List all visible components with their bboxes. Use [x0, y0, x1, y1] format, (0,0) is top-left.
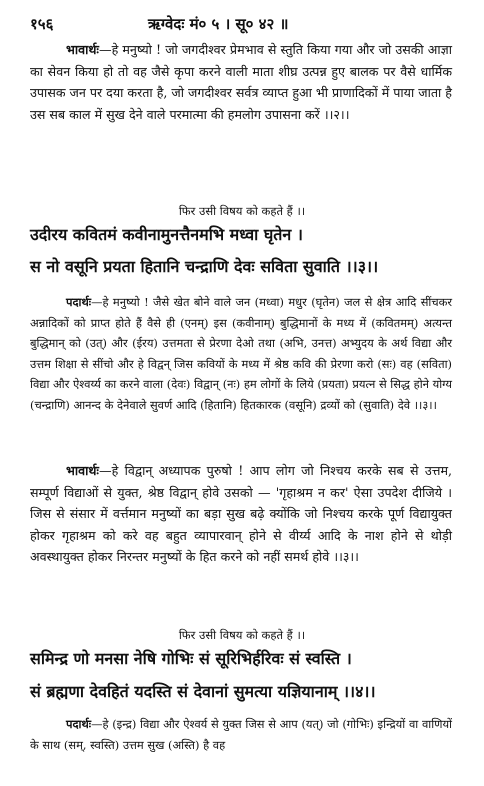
mantra-3-line-1: उदीरय कवितमं कवीनामुनत्तैनमभि मध्वा घृतेन ।	[30, 225, 303, 244]
bhavartha-text: —हे विद्वान् अध्यापक पुरुषो ! आप लोग जो निश्चय करके सब से उत्तम, सम्पूर्ण विद्याओं से युक्त, श्रेष्ठ विद्वान् होवे उसको — 'गृहाश्रम न कर' ऐसा उपदेश दीजिये । जिस से संसार में वर्त्तमान मनुष्यों का बड़ा सुख बढ़े क्योंकि जो निश्चय करके पूर्ण विद्यायुक्त होकर गृहाश्रम को करे वह बहुत व्यापारवान् होने से वीर्य्य आदि के नाश होने से थोड़ी अवस्थायुक्त होकर निरन्तर मनुष्यों के हित करने को नहीं समर्थ होवे ।।३।।	[30, 463, 452, 565]
running-title: ऋग्वेदः मं० ५ । सू० ४२ ॥	[148, 15, 289, 33]
bhavartha-paragraph-3	[30, 460, 452, 568]
page-header	[30, 14, 454, 36]
section-intro: फिर उसी विषय को कहते हैं ।।	[178, 628, 306, 642]
mantra-4-line-1: समिन्द्र णो मनसा नेषि गोभिः सं सूरिभिर्हरिवः सं स्वस्ति ।	[30, 649, 352, 668]
bhavartha-label: भावार्थः	[66, 42, 99, 57]
bhavartha-label: भावार्थः	[66, 463, 99, 478]
page-number: १५६	[30, 15, 54, 33]
padartha-label: पदार्थः	[66, 717, 92, 731]
mantra-3-line-2: स नो वसूनि प्रयता हितानि चन्द्राणि देवः सविता सुवाति ।।३।।	[30, 257, 379, 276]
bhavartha-paragraph-2	[30, 39, 452, 125]
bhavartha-text: —हे मनुष्यो ! जो जगदीश्वर प्रेमभाव से स्तुति किया गया और जो उसकी आज्ञा का सेवन किया हो तो वह जैसे कृपा करने वाली माता शीघ्र उत्पन्न हुए बालक पर वैसे धार्मिक उपासक जन पर दया करता है, जो जगदीश्वर सर्वत्र व्याप्त हुआ भी प्राणादिकों में पाया जाता है उस सब काल में सुख देने वाले परमात्मा की हमलोग उपासना करें ।।२।।	[30, 42, 452, 122]
padartha-text: —हे (इन्द्र) विद्या और ऐश्वर्य से युक्त जिस से आप (यत्) जो (गोभिः) इन्द्रियों वा वाणियों के साथ (सम्, स्वस्ति) उत्तम सुख (अस्ति) है वह	[30, 717, 452, 752]
section-intro: फिर उसी विषय को कहते हैं ।।	[178, 204, 306, 218]
mantra-4-line-2: सं ब्रह्मणा देवहितं यदस्ति सं देवानां सुमत्या यज्ञियानाम् ।।४।।	[30, 682, 376, 701]
padartha-paragraph-4	[30, 714, 452, 755]
padartha-paragraph-3	[30, 292, 452, 415]
padartha-text: —हे मनुष्यो ! जैसे खेत बोने वाले जन (मध्वा) मधुर (घृतेन) जल से क्षेत्र आदि सींचकर अन्नादिकों को प्राप्त होते हैं वैसे ही (एनम्) इस (कवीनाम्) बुद्धिमानों के मध्य में (कवितमम्) अत्यन्त बुद्धिमान् को (उत्) और (ईरय) उत्तमता से प्रेरणा देओ तथा (अभि, उनत्त) अभ्युदय के अर्थ विद्या और उत्तम शिक्षा से सींचो और हे विद्वन् जिस कवियों के मध्य में श्रेष्ठ कवि की प्रेरणा करो (सः) वह (सविता) विद्या और ऐश्वर्य्य का करने वाला (देवः) विद्वान् (नः) हम लोगों के लिये (प्रयता) प्रयत्न से सिद्ध होने योग्य (चन्द्राणि) आनन्द के देनेवाले सुवर्ण आदि (हितानि) हितकारक (वसूनि) द्रव्यों को (सुवाति) देवे ।।३।।	[30, 295, 452, 412]
padartha-label: पदार्थः	[66, 295, 92, 309]
